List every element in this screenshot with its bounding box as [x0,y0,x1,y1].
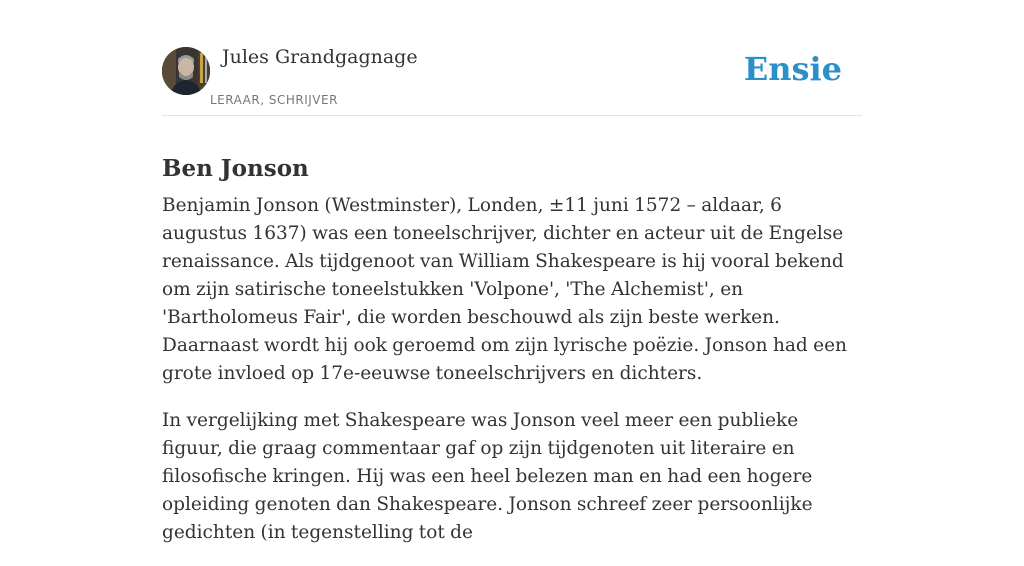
article-paragraph: In vergelijking met Shakespeare was Jonson veel meer een publieke figuur, die graag commentaar gaf op zijn tijdgenoten uit literaire en filosofische kringen. Hij was een heel belezen man en had een hogere opleiding genoten dan Shakespeare. Jonson schreef zeer persoonlijke gedichten (in tegenstelling tot de [162,410,813,543]
article-paragraph: Benjamin Jonson (Westminster), Londen, ±11 juni 1572 – aldaar, 6 augustus 1637) was een toneelschrijver, dichter en acteur uit de Engelse renaissance. Als tijdgenoot van William Shakespeare is hij vooral bekend om zijn satirische toneelstukken 'Volpone', 'The Alchemist', en 'Bartholomeus Fair', die worden beschouwd als zijn beste werken. Daarnaast wordt hij ook geroemd om zijn lyrische poëzie. Jonson had een grote invloed op 17e-eeuwse toneelschrijvers en dichters. [162,195,847,384]
brand-logo[interactable]: Ensie [743,50,842,88]
author-role: LERAAR, SCHRIJVER [210,93,338,107]
article-title: Ben Jonson [162,155,309,183]
author-name[interactable]: Jules Grandgagnage [222,46,418,68]
article-page [162,0,862,543]
avatar[interactable] [162,47,210,95]
avatar-portrait-icon [162,47,210,95]
article-body [162,192,862,566]
author-header [162,0,862,116]
